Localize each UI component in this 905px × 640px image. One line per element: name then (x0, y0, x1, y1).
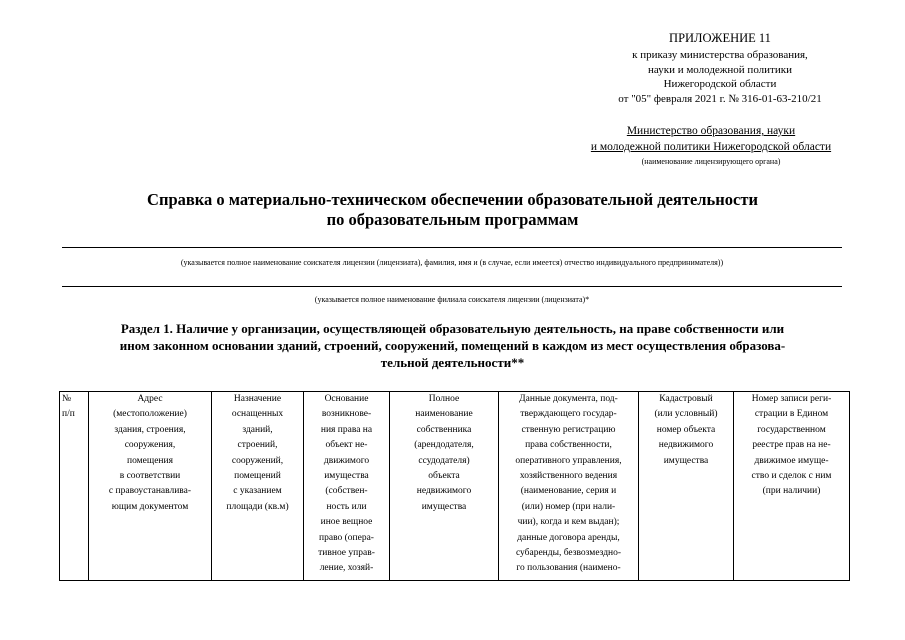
licensing-authority (566, 124, 856, 168)
document-title-line-1: Справка о материально-техническом обеспечении образовательной деятельности (147, 190, 758, 209)
document-title-line-2: по образовательным программам (326, 210, 579, 229)
licensor-caption: (наименование лицензирующего органа) (641, 157, 781, 166)
header-cell-cadastral-number: Кадастровый (или условный) номер объекта недвижимого имущества (639, 392, 734, 581)
branch-caption: (указывается полное наименование филиала соискателя лицензии (лицензиата)* (314, 295, 590, 304)
section-title-line-2: ином законном основании зданий, строений, сооружений, помещений в каждом из мест осуществления образова- (119, 338, 786, 353)
premises-table (59, 391, 850, 581)
header-cell-document-data: Данные документа, под- тверждающего государ- ственную регистрацию права собственности, оперативного управления, хозяйственного ведения (наименование, серия и (или) номер (при нали- чии), когда и кем выдан); данные договора аренды, субаренды, безвозмездно- го пользования (наимено- (499, 392, 639, 581)
appendix-line: от "05" февраля 2021 г. № 316-01-63-210/21 (618, 92, 822, 105)
appendix-line: науки и молодежной политики (648, 63, 792, 76)
licensor-line-2: и молодежной политики Нижегородской области (590, 140, 832, 153)
document-title (60, 190, 845, 230)
appendix-line: к приказу министерства образования, (632, 49, 808, 61)
applicant-line (62, 247, 842, 248)
header-cell-owner: Полное наименование собственника (арендодателя, ссудодателя) объекта недвижимого имущества (390, 392, 499, 581)
header-cell-right-basis: Основание возникнове- ния права на объект не- движимого имущества (собствен- ность или иное вещное право (опера- тивное управ- ление, хозяй- (304, 392, 390, 581)
licensor-line-1: Министерство образования, науки (626, 125, 796, 137)
applicant-caption: (указывается полное наименование соискателя лицензии (лицензиата), фамилия, имя и (в случае, если имеется) отчество индивидуального предпринимателя)) (180, 258, 724, 267)
header-cell-purpose: Назначение оснащенных зданий, строений, сооружений, помещений с указанием площади (кв.м) (212, 392, 304, 581)
appendix-header (560, 30, 880, 106)
section-title (60, 320, 845, 371)
appendix-title: ПРИЛОЖЕНИЕ 11 (669, 31, 771, 45)
table-header-row (60, 392, 850, 581)
header-cell-address: Адрес (местоположение) здания, строения, сооружения, помещения в соответствии с правоустанавлива- ющим документом (89, 392, 212, 581)
header-cell-number: № п/п (60, 392, 89, 581)
branch-line (62, 286, 842, 287)
header-cell-registry-record: Номер записи реги- страции в Едином государственном реестре прав на не- движимое имуще- ство и сделок с ним (при наличии) (734, 392, 850, 581)
appendix-line: Нижегородской области (663, 78, 777, 90)
section-title-line-1: Раздел 1. Наличие у организации, осуществляющей образовательную деятельность, на праве собственности или (120, 321, 785, 336)
section-title-line-3: тельной деятельности** (380, 355, 525, 370)
